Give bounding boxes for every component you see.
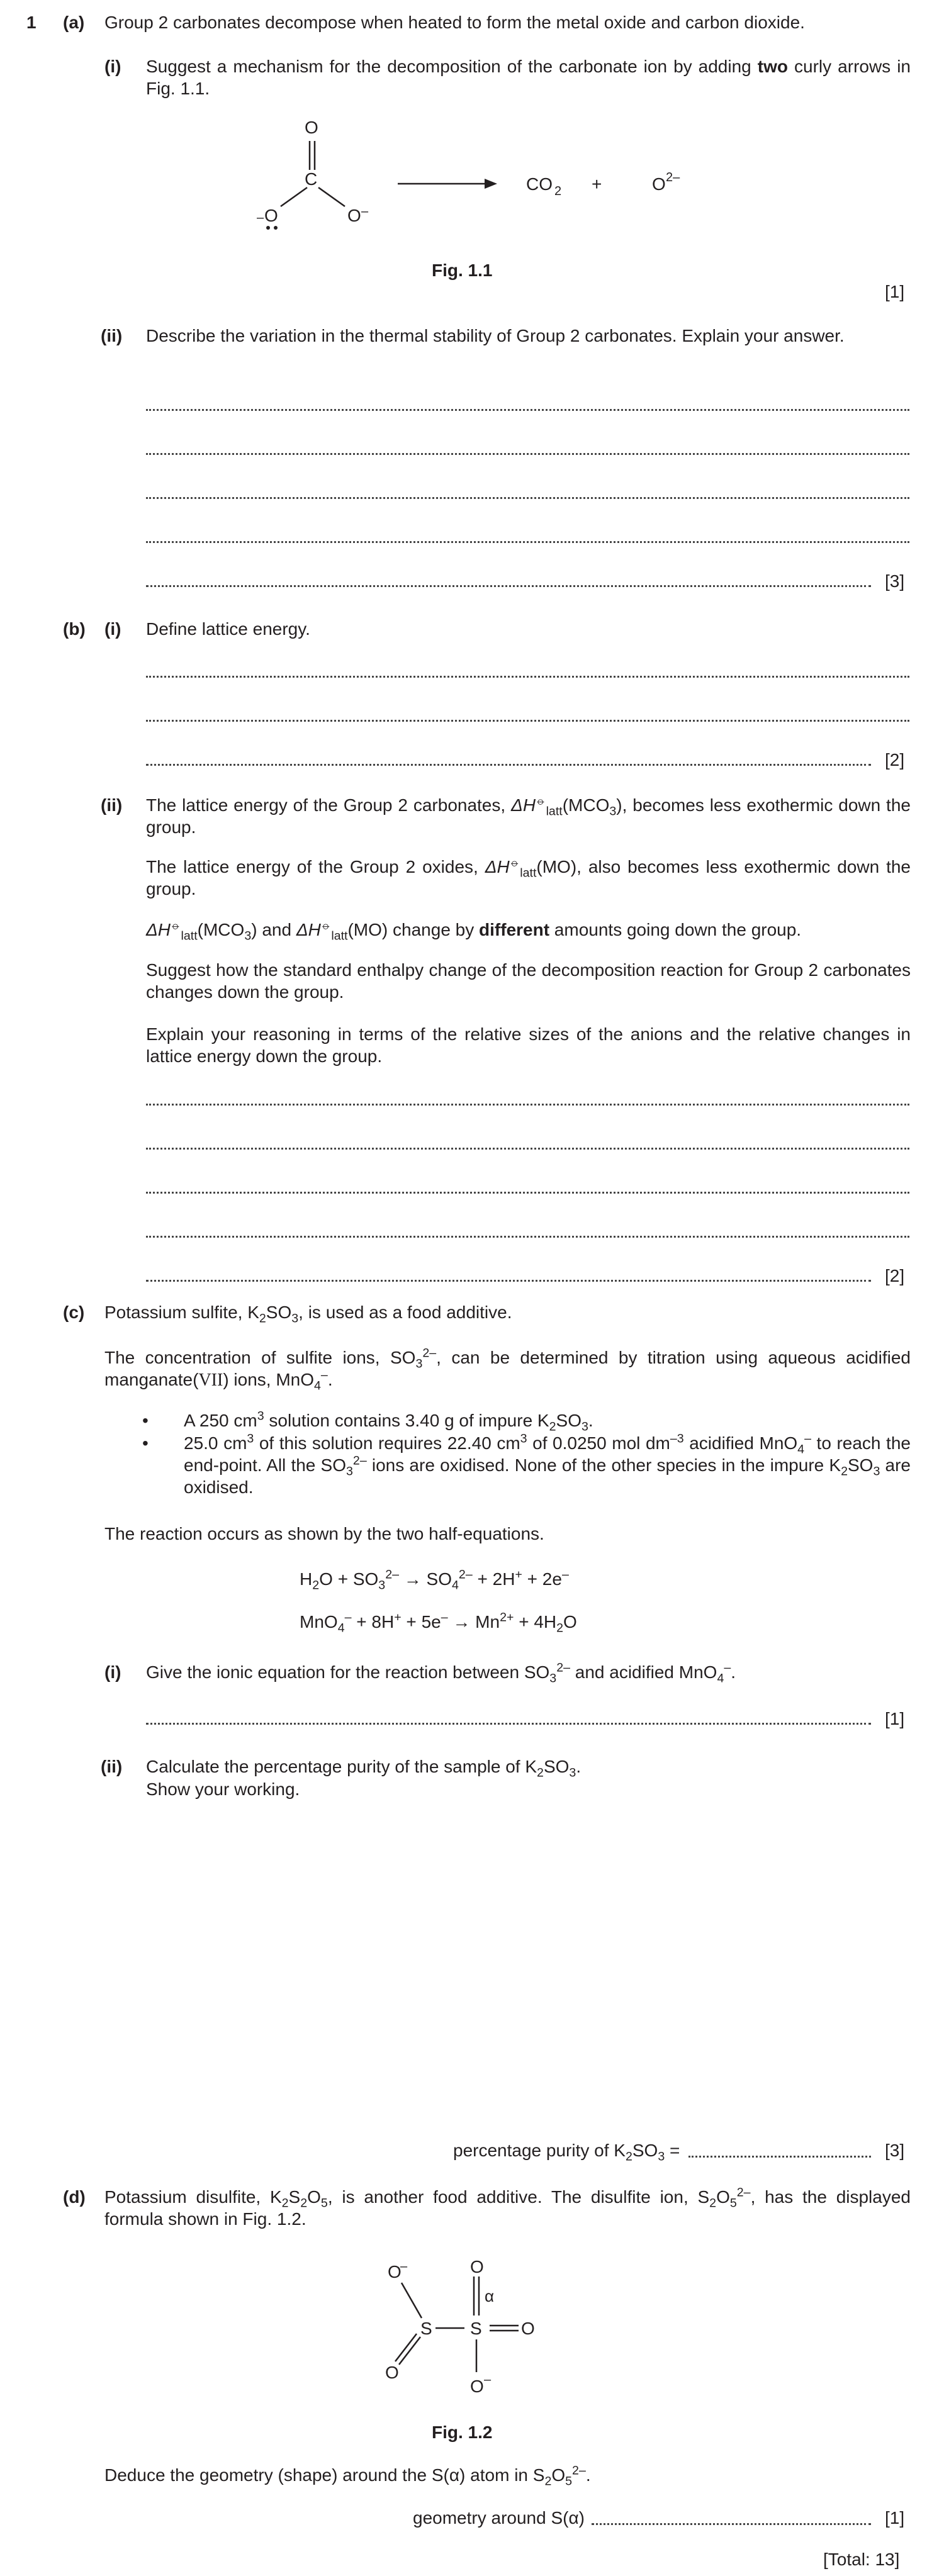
- product-co2: CO: [526, 174, 553, 194]
- bullet-2-marker: •: [142, 1433, 149, 1453]
- reaction-intro: The reaction occurs as shown by the two half-equations.: [104, 1524, 544, 1543]
- answer-line[interactable]: [146, 1280, 871, 1282]
- bullet-2-text: 25.0 $cm^3$ of this solution requires 22.40 $cm^3$ of 0.0250 mol $dm^{-3}$ acidified MnO$_4$– to reach the end-point. All the $SO_3^{2-}$ ions are oxidised. None of the other species in the impure $K_2SO_3$ are oxidised.: [184, 1431, 911, 1497]
- answer-line[interactable]: [146, 497, 909, 499]
- answer-line[interactable]: [146, 585, 871, 587]
- answer-line[interactable]: [146, 720, 909, 722]
- part-c-intro: Potassium sulfite, $K_2SO_3$, is used as a food additive.: [104, 1302, 512, 1326]
- part-c-ii-line2: Show your working.: [146, 1779, 300, 1799]
- answer-line[interactable]: [146, 1148, 909, 1150]
- product-co2-subscript: 2: [554, 184, 562, 198]
- fig-1-2-caption: Fig. 1.2: [432, 2422, 493, 2442]
- part-b-i-label: (i): [104, 619, 121, 639]
- atom-s-left: S: [420, 2319, 432, 2338]
- bond-s1-o-double-a: [399, 2337, 420, 2365]
- part-b-i-text: Define lattice energy.: [146, 619, 310, 639]
- part-b-ii-p2: The lattice energy of the Group 2 oxides, $\Delta H^⦵_{latt}(MO)$, also becomes less exothermic down the group.: [146, 855, 911, 899]
- answer-line[interactable]: [146, 676, 909, 678]
- answer-label-geometry: geometry around S(α): [413, 2508, 585, 2528]
- part-c-ii-line1: Calculate the percentage purity of the sample of $K_2SO_3$.: [146, 1757, 582, 1780]
- atom-c: C: [305, 169, 318, 189]
- atom-o-right: O: [521, 2319, 535, 2338]
- charge-bottom: –: [484, 2373, 492, 2387]
- part-c-ii-label: (ii): [101, 1757, 123, 1776]
- answer-line[interactable]: [146, 453, 909, 455]
- bond-s1-o-minus: [402, 2283, 422, 2318]
- part-a-ii-label: (ii): [101, 326, 123, 345]
- product-oxide: O: [652, 174, 666, 194]
- mark-b-i: [2]: [885, 750, 905, 770]
- answer-line-geometry[interactable]: [592, 2523, 871, 2525]
- atom-o-bottom-minus: O: [470, 2377, 484, 2396]
- answer-line[interactable]: [146, 1104, 909, 1106]
- fig-1-1-caption: Fig. 1.1: [432, 260, 493, 280]
- mark-a-i: [1]: [885, 282, 905, 301]
- part-a-i-label: (i): [104, 57, 121, 76]
- half-equation-1: $H_2O + SO_3^{2-} \to SO_4^{2-} + 2H^+ + 2e^-$: [300, 1567, 569, 1593]
- answer-line[interactable]: [146, 409, 909, 411]
- answer-line[interactable]: [146, 541, 909, 543]
- mark-b-ii: [2]: [885, 1266, 905, 1285]
- charge-left: –: [257, 211, 264, 225]
- mark-d: [1]: [885, 2508, 905, 2528]
- bullet-1-marker: •: [142, 1411, 149, 1430]
- charge-left: –: [400, 2260, 408, 2273]
- atom-s-alpha: S: [470, 2319, 482, 2338]
- part-b-ii-p4: Suggest how the standard enthalpy change of the decomposition reaction for Group 2 carbonates changes down the group.: [146, 960, 911, 1002]
- mark-c-ii: [3]: [885, 2141, 905, 2160]
- part-a-intro: Group 2 carbonates decompose when heated to form the metal oxide and carbon dioxide.: [104, 13, 805, 32]
- part-b-ii-p3: $\Delta H^⦵_{latt}(MCO_3)$ and $\Delta H^⦵_{latt}(MO)$ change by different amounts going down the group.: [146, 918, 802, 943]
- atom-o-top: O: [470, 2257, 484, 2276]
- bond-s1-o-double-b: [395, 2334, 417, 2361]
- part-c-p2: The concentration of sulfite ions, $SO_3^{2-}$, can be determined by titration using aqueous acidified manganate(VII) ions, MnO$_4$–.: [104, 1346, 911, 1393]
- part-a-ii-text: Describe the variation in the thermal stability of Group 2 carbonates. Explain your answer.: [146, 326, 845, 345]
- answer-label-percentage-purity: percentage purity of $K_2SO_3$ =: [453, 2141, 680, 2164]
- answer-line[interactable]: [146, 1192, 909, 1194]
- product-oxide-charge: 2–: [666, 171, 680, 184]
- total-marks: [Total: 13]: [823, 2550, 900, 2569]
- plus-sign: +: [592, 174, 602, 194]
- part-b-ii-label: (ii): [101, 795, 123, 815]
- mark-c-i: [1]: [885, 1709, 905, 1728]
- atom-o-left: O: [264, 206, 278, 225]
- atom-o-bottom-left: O: [385, 2363, 399, 2382]
- part-a-label: (a): [63, 13, 85, 32]
- part-d-text: Potassium disulfite, $K_2S_2O_5$, is another food additive. The disulfite ion, $S_2O_5^{2-}$, has the displayed formula shown in Fig. 1.2.: [104, 2185, 911, 2229]
- reaction-arrow-head: [485, 179, 497, 189]
- part-b-label: (b): [63, 619, 86, 639]
- lone-pair-dot-1: [266, 226, 270, 230]
- lone-pair-dot-2: [274, 226, 278, 230]
- single-bond-right: [318, 188, 345, 206]
- part-d-deduce: Deduce the geometry (shape) around the S(α) atom in $S_2O_5^{2-}$.: [104, 2463, 591, 2489]
- part-c-label: (c): [63, 1302, 85, 1322]
- half-equation-2: $MnO_4^- + 8H^+ + 5e^- \to Mn^{2+} + 4H_2O$: [300, 1610, 577, 1635]
- part-d-label: (d): [63, 2187, 86, 2207]
- answer-line-percentage-purity[interactable]: [688, 2156, 871, 2158]
- part-c-i-text: Give the ionic equation for the reaction between $SO_3^{2-}$ and acidified MnO$_4$–.: [146, 1660, 736, 1686]
- part-c-i-label: (i): [104, 1662, 121, 1682]
- atom-o-top: O: [305, 118, 318, 137]
- single-bond-left: [281, 188, 307, 206]
- mark-a-ii: [3]: [885, 571, 905, 591]
- part-a-i-text: Suggest a mechanism for the decomposition of the carbonate ion by adding two curly arrows in Fig. 1.1.: [146, 57, 911, 98]
- part-b-ii-p1: The lattice energy of the Group 2 carbonates, $\Delta H^⦵_{latt}(MCO_3)$, becomes less exothermic down the group.: [146, 793, 911, 837]
- part-b-ii-p5: Explain your reasoning in terms of the relative sizes of the anions and the relative changes in lattice energy down the group.: [146, 1024, 911, 1066]
- charge-right: –: [361, 204, 369, 218]
- answer-line[interactable]: [146, 1723, 871, 1725]
- atom-o-minus-left: O: [388, 2262, 402, 2282]
- answer-line[interactable]: [146, 764, 871, 766]
- figure-1-2-disulfite-ion: [365, 2253, 566, 2410]
- atom-o-right: O: [347, 206, 361, 225]
- question-number: 1: [26, 13, 37, 32]
- figure-1-1-carbonate-decomposition: [227, 113, 730, 239]
- bullet-1-text: A 250 $cm^3$ solution contains 3.40 g of impure $K_2SO_3$.: [184, 1409, 593, 1434]
- answer-line[interactable]: [146, 1236, 909, 1238]
- alpha-label: α: [485, 2287, 495, 2305]
